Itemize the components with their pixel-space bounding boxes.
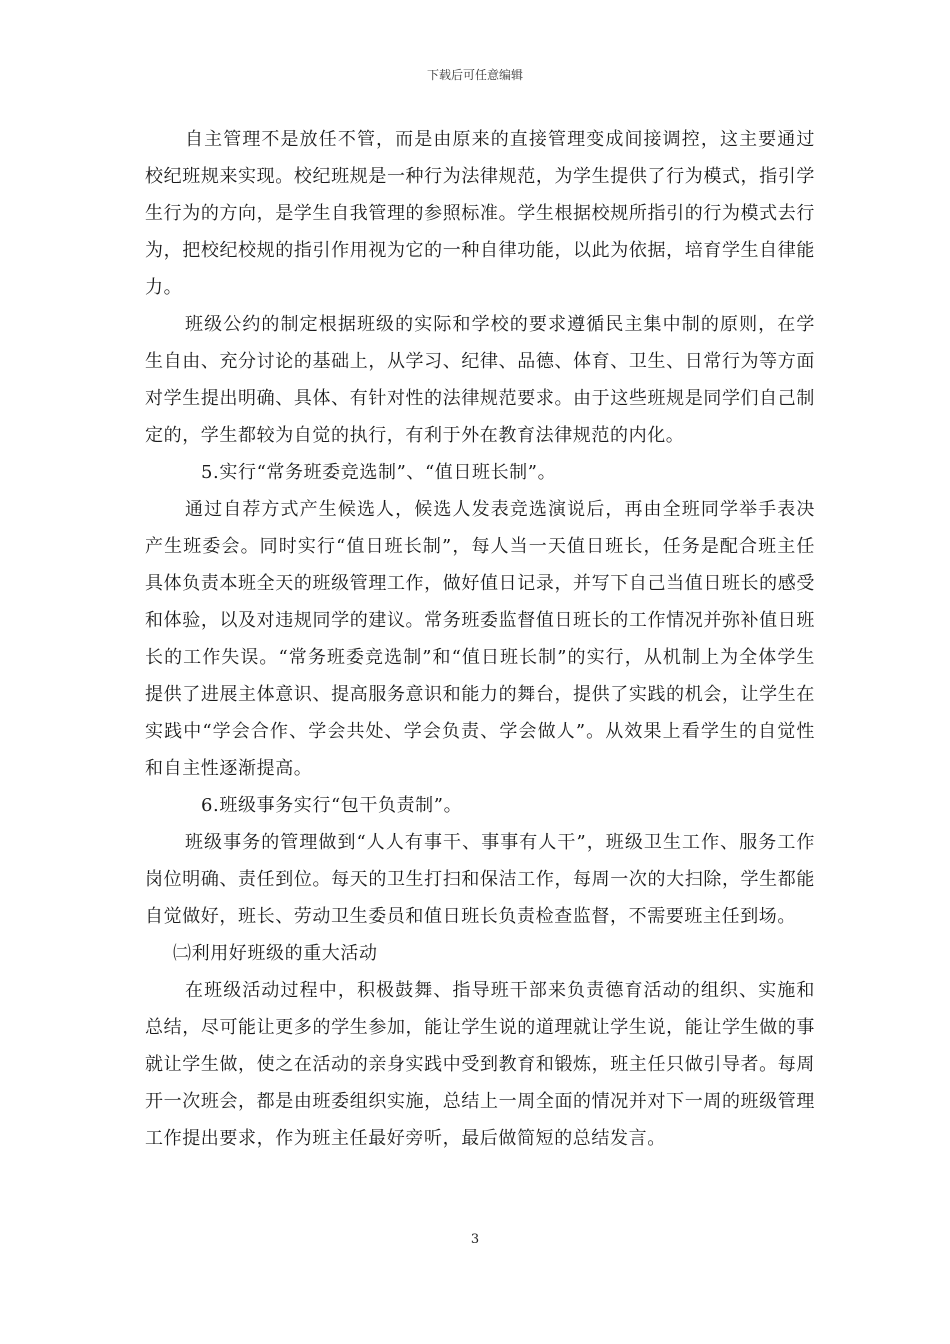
section-heading-activities: ㈡利用好班级的重大活动 xyxy=(173,943,378,964)
page-number: 3 xyxy=(470,1232,480,1247)
section-heading-5: 5.实行“常务班委竞选制”、“值日班长制”。 xyxy=(201,462,557,483)
paragraph-election: 通过自荐方式产生候选人，候选人发表竞选演说后，再由全班同学举手表决产生班委会。同时实行“值日班长制”，每人当一天值日班长，任务是配合班主任具体负责本班全天的班级管理工作，做好值日记录，并写下自己当值日班长的感受和体验，以及对违规同学的建议。常务班委监督值日班长的工作情况并弥补值日班长的工作失误。“常务班委竞选制”和“值日班长制”的实行，从机制上为全体学生提供了进展主体意识、提高服务意识和能力的舞台，提供了实践的机会，让学生在实践中“学会合作、学会共处、学会负责、学会做人”。从效果上看学生的自觉性和自主性逐渐提高。 xyxy=(145,499,815,779)
page-header: 下载后可任意编辑 xyxy=(426,68,523,82)
paragraph-class-convention: 班级公约的制定根据班级的实际和学校的要求遵循民主集中制的原则，在学生自由、充分讨论的基础上，从学习、纪律、品德、体育、卫生、日常行为等方面对学生提出明确、具体、有针对性的法律规范要求。由于这些班规是同学们自己制定的，学生都较为自觉的执行，有利于外在教育法律规范的内化。 xyxy=(145,314,815,446)
paragraph-class-activities: 在班级活动过程中，积极鼓舞、指导班干部来负责德育活动的组织、实施和总结，尽可能让更多的学生参加，能让学生说的道理就让学生说，能让学生做的事就让学生做，使之在活动的亲身实践中受到教育和锻炼，班主任只做引导者。每周开一次班会，都是由班委组织实施，总结上一周全面的情况并对下一周的班级管理工作提出要求，作为班主任最好旁听，最后做简短的总结发言。 xyxy=(145,980,815,1149)
section-heading-6: 6.班级事务实行“包干负责制”。 xyxy=(201,795,463,816)
paragraph-class-affairs: 班级事务的管理做到“人人有事干、事事有人干”，班级卫生工作、服务工作岗位明确、责任到位。每天的卫生打扫和保洁工作，每周一次的大扫除，学生都能自觉做好，班长、劳动卫生委员和值日班长负责检查监督，不需要班主任到场。 xyxy=(145,832,815,927)
document-body xyxy=(145,121,815,1157)
paragraph-self-management: 自主管理不是放任不管，而是由原来的直接管理变成间接调控，这主要通过校纪班规来实现。校纪班规是一种行为法律规范，为学生提供了行为模式，指引学生行为的方向，是学生自我管理的参照标准。学生根据校规所指引的行为模式去行为，把校纪校规的指引作用视为它的一种自律功能，以此为依据，培育学生自律能力。 xyxy=(145,129,815,298)
